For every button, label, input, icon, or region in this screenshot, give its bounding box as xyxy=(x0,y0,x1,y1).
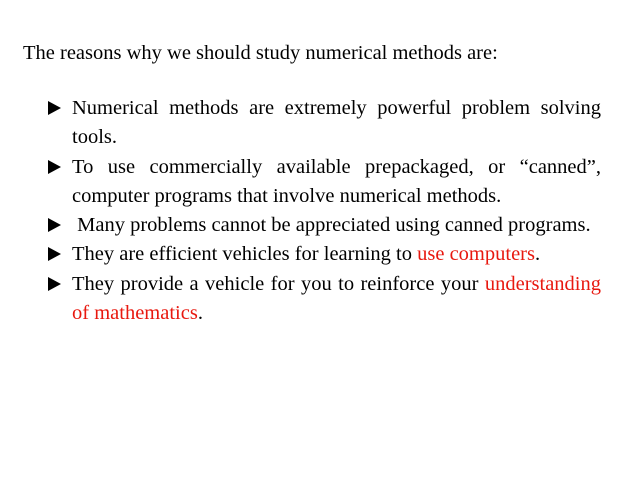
slide-heading: The reasons why we should study numerical methods are: xyxy=(23,42,498,64)
bullet-text-end: . xyxy=(197,302,203,325)
bullet-item xyxy=(48,153,601,212)
right-arrowhead-icon xyxy=(48,101,61,115)
right-arrowhead-icon xyxy=(48,277,61,291)
bullet-item xyxy=(48,211,601,240)
bullet-item xyxy=(48,94,601,153)
bullet-list xyxy=(48,94,601,328)
bullet-text: To use commercially available prepackaged, or “canned”, computer programs that involve numerical methods. xyxy=(72,155,601,207)
right-arrowhead-icon xyxy=(48,160,61,174)
bullet-text: Numerical methods are extremely powerful problem solving tools. xyxy=(72,97,601,149)
bullet-text: They are efficient vehicles for learning to xyxy=(72,243,418,266)
right-arrowhead-icon xyxy=(48,247,61,261)
bullet-text: They provide a vehicle for you to reinforce your xyxy=(72,272,485,295)
bullet-text-end: . xyxy=(534,243,541,266)
highlighted-text: use computers xyxy=(417,243,535,266)
bullet-text: Many problems cannot be appreciated using canned programs. xyxy=(72,214,591,237)
bullet-item xyxy=(48,270,601,329)
right-arrowhead-icon xyxy=(48,218,61,232)
highlighted-text: understanding of mathematics xyxy=(72,272,601,325)
bullet-item xyxy=(48,240,601,269)
